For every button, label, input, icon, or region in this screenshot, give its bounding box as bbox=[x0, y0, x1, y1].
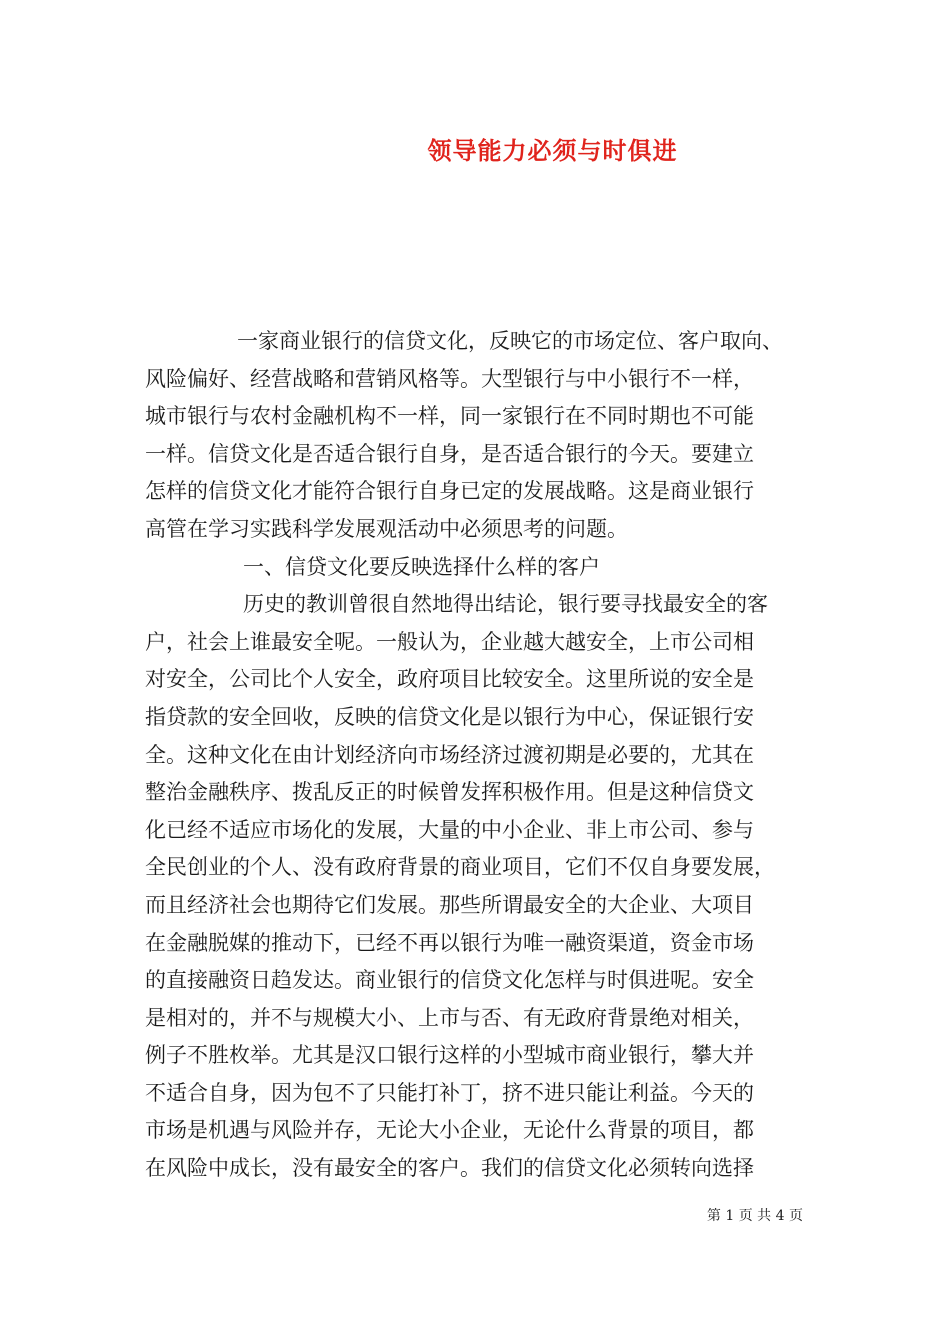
paragraph-line: 化已经不适应市场化的发展，大量的中小企业、非上市公司、参与 bbox=[145, 817, 754, 842]
section-heading bbox=[145, 549, 815, 587]
paragraph-line: 怎样的信贷文化才能符合银行自身已定的发展战略。这是商业银行 bbox=[145, 479, 754, 504]
paragraph-line: 不适合自身，因为包不了只能打补丁，挤不进只能让利益。今天的 bbox=[145, 1080, 754, 1105]
paragraph-line: 城市银行与农村金融机构不一样，同一家银行在不同时期也不可能 bbox=[145, 404, 754, 429]
paragraph-line: 历史的教训曾很自然地得出结论，银行要寻找最安全的客 bbox=[243, 592, 768, 617]
paragraph-line: 市场是机遇与风险并存，无论大小企业，无论什么背景的项目，都 bbox=[145, 1118, 754, 1143]
paragraph-line: 全民创业的个人、没有政府背景的商业项目，它们不仅自身要发展， bbox=[145, 855, 775, 880]
paragraph-line: 是相对的，并不与规模大小、上市与否、有无政府背景绝对相关， bbox=[145, 1005, 754, 1030]
paragraph-line: 而且经济社会也期待它们发展。那些所谓最安全的大企业、大项目 bbox=[145, 892, 754, 917]
paragraph-line: 一家商业银行的信贷文化，反映它的市场定位、客户取向、 bbox=[237, 329, 783, 353]
paragraph-line: 高管在学习实践科学发展观活动中必须思考的问题。 bbox=[145, 516, 628, 541]
paragraph-line: 的直接融资日趋发达。商业银行的信贷文化怎样与时俱进呢。安全 bbox=[145, 968, 754, 993]
paragraph-line: 风险偏好、经营战略和营销风格等。大型银行与中小银行不一样， bbox=[145, 366, 754, 391]
page-number-footer: 第 1 页 共 4 页 bbox=[706, 1208, 803, 1224]
document-body bbox=[145, 323, 815, 1188]
paragraph-line: 在金融脱媒的推动下，已经不再以银行为唯一融资渠道，资金市场 bbox=[145, 930, 754, 955]
document-title: 领导能力必须与时俱进 bbox=[427, 137, 678, 165]
paragraph-line: 在风险中成长，没有最安全的客户。我们的信贷文化必须转向选择 bbox=[145, 1156, 754, 1181]
paragraph-line: 对安全，公司比个人安全，政府项目比较安全。这里所说的安全是 bbox=[145, 667, 754, 692]
section-heading-text: 一、信贷文化要反映选择什么样的客户 bbox=[243, 554, 600, 579]
paragraph-line: 户，社会上谁最安全呢。一般认为，企业越大越安全，上市公司相 bbox=[145, 629, 754, 654]
paragraph-line: 整治金融秩序、拨乱反正的时候曾发挥积极作用。但是这种信贷文 bbox=[145, 780, 754, 805]
paragraph-line: 指贷款的安全回收，反映的信贷文化是以银行为中心，保证银行安 bbox=[145, 704, 754, 729]
paragraph-2 bbox=[145, 586, 815, 1188]
paragraph-line: 一样。信贷文化是否适合银行自身，是否适合银行的今天。要建立 bbox=[145, 441, 754, 466]
paragraph-1 bbox=[145, 323, 815, 549]
paragraph-line: 全。这种文化在由计划经济向市场经济过渡初期是必要的，尤其在 bbox=[145, 742, 754, 767]
paragraph-line: 例子不胜枚举。尤其是汉口银行这样的小型城市商业银行，攀大并 bbox=[145, 1043, 754, 1068]
